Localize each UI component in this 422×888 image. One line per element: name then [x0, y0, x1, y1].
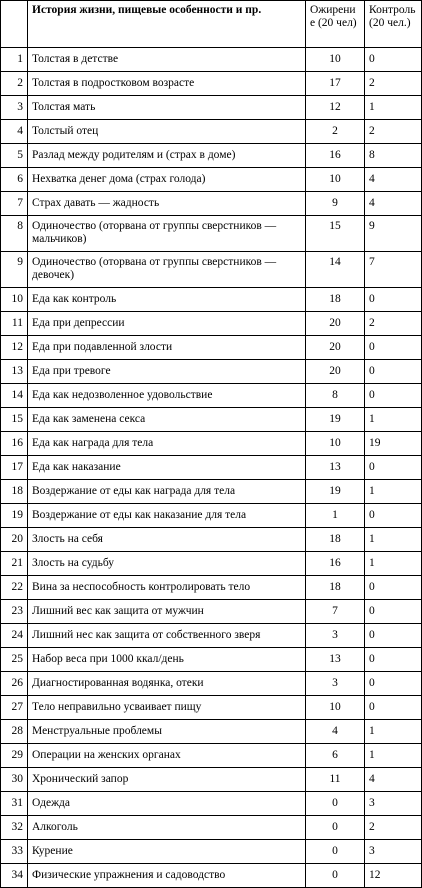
row-obesity-count: 0 [306, 840, 365, 864]
row-obesity-count: 7 [306, 600, 365, 624]
row-obesity-count: 16 [306, 552, 365, 576]
row-number: 1 [1, 48, 28, 72]
row-control-count: 1 [365, 552, 422, 576]
table-row [1, 252, 422, 288]
table-row [1, 672, 422, 696]
row-history-text: Еда как контроль [28, 288, 306, 312]
row-control-count: 9 [365, 216, 422, 252]
table-row [1, 384, 422, 408]
row-obesity-count: 16 [306, 144, 365, 168]
row-number: 18 [1, 480, 28, 504]
table-row [1, 360, 422, 384]
row-number: 9 [1, 252, 28, 288]
table-row [1, 144, 422, 168]
row-obesity-count: 6 [306, 744, 365, 768]
row-number: 31 [1, 792, 28, 816]
row-number: 24 [1, 624, 28, 648]
row-number: 20 [1, 528, 28, 552]
row-control-count: 3 [365, 792, 422, 816]
row-obesity-count: 3 [306, 672, 365, 696]
row-control-count: 12 [365, 864, 422, 888]
row-history-text: Толстая в подростковом возрасте [28, 72, 306, 96]
row-number: 29 [1, 744, 28, 768]
row-obesity-count: 17 [306, 72, 365, 96]
row-number: 22 [1, 576, 28, 600]
row-history-text: Еда при подавленной злости [28, 336, 306, 360]
row-control-count: 2 [365, 72, 422, 96]
row-history-text: Хронический запор [28, 768, 306, 792]
row-history-text: Толстый отец [28, 120, 306, 144]
table-row [1, 840, 422, 864]
header-obesity: Ожирени е (20 чел) [306, 1, 365, 48]
row-control-count: 0 [365, 456, 422, 480]
row-number: 30 [1, 768, 28, 792]
row-obesity-count: 15 [306, 216, 365, 252]
row-history-text: Страх давать — жадность [28, 192, 306, 216]
row-history-text: Еда как наказание [28, 456, 306, 480]
row-obesity-count: 20 [306, 312, 365, 336]
table-row [1, 480, 422, 504]
row-obesity-count: 0 [306, 792, 365, 816]
row-obesity-count: 3 [306, 624, 365, 648]
row-control-count: 4 [365, 168, 422, 192]
row-number: 11 [1, 312, 28, 336]
row-history-text: Разлад между родителям и (страх в доме) [28, 144, 306, 168]
row-history-text: Диагностированная водянка, отеки [28, 672, 306, 696]
row-number: 8 [1, 216, 28, 252]
row-control-count: 1 [365, 96, 422, 120]
table-row [1, 168, 422, 192]
row-history-text: Менструальные проблемы [28, 720, 306, 744]
table-row [1, 408, 422, 432]
table-row [1, 336, 422, 360]
header-control: Контроль (20 чел.) [365, 1, 422, 48]
row-history-text: Злость на себя [28, 528, 306, 552]
table-row [1, 216, 422, 252]
table-row [1, 552, 422, 576]
row-obesity-count: 10 [306, 696, 365, 720]
table-body [1, 48, 422, 888]
row-obesity-count: 0 [306, 864, 365, 888]
row-control-count: 1 [365, 480, 422, 504]
row-control-count: 0 [365, 624, 422, 648]
table-row [1, 504, 422, 528]
row-history-text: Набор веса при 1000 ккал/день [28, 648, 306, 672]
header-row [1, 1, 422, 48]
row-history-text: Вина за неспособность контролировать тело [28, 576, 306, 600]
row-obesity-count: 10 [306, 48, 365, 72]
row-history-text: Толстая в детстве [28, 48, 306, 72]
row-number: 13 [1, 360, 28, 384]
table-row [1, 48, 422, 72]
row-number: 15 [1, 408, 28, 432]
row-number: 25 [1, 648, 28, 672]
row-obesity-count: 12 [306, 96, 365, 120]
row-number: 3 [1, 96, 28, 120]
row-history-text: Тело неправильно усваивает пищу [28, 696, 306, 720]
row-number: 26 [1, 672, 28, 696]
row-history-text: Лишний вес как защита от мужчин [28, 600, 306, 624]
row-control-count: 0 [365, 288, 422, 312]
row-obesity-count: 9 [306, 192, 365, 216]
row-obesity-count: 13 [306, 648, 365, 672]
row-history-text: Еда как недозволенное удовольствие [28, 384, 306, 408]
header-number [1, 1, 28, 48]
table-row [1, 648, 422, 672]
row-control-count: 2 [365, 816, 422, 840]
table-row [1, 720, 422, 744]
row-history-text: Воздержание от еды как наказание для тела [28, 504, 306, 528]
row-history-text: Алкоголь [28, 816, 306, 840]
row-number: 23 [1, 600, 28, 624]
row-obesity-count: 11 [306, 768, 365, 792]
row-number: 32 [1, 816, 28, 840]
row-control-count: 0 [365, 672, 422, 696]
row-number: 10 [1, 288, 28, 312]
row-number: 14 [1, 384, 28, 408]
row-number: 5 [1, 144, 28, 168]
table-row [1, 624, 422, 648]
table-row [1, 72, 422, 96]
row-obesity-count: 18 [306, 528, 365, 552]
row-obesity-count: 0 [306, 816, 365, 840]
table-row [1, 768, 422, 792]
row-history-text: Еда при тревоге [28, 360, 306, 384]
row-number: 7 [1, 192, 28, 216]
row-history-text: Злость на судьбу [28, 552, 306, 576]
row-obesity-count: 20 [306, 336, 365, 360]
row-history-text: Еда как награда для тела [28, 432, 306, 456]
row-history-text: Одиночество (оторвана от группы сверстников — девочек) [28, 252, 306, 288]
table-row [1, 744, 422, 768]
table-row [1, 600, 422, 624]
table-row [1, 576, 422, 600]
row-number: 28 [1, 720, 28, 744]
table-row [1, 120, 422, 144]
row-control-count: 0 [365, 648, 422, 672]
row-control-count: 3 [365, 840, 422, 864]
row-control-count: 1 [365, 408, 422, 432]
table-row [1, 288, 422, 312]
table-row [1, 96, 422, 120]
row-history-text: Операции на женских органах [28, 744, 306, 768]
row-control-count: 4 [365, 192, 422, 216]
row-control-count: 4 [365, 768, 422, 792]
header-history: История жизни, пищевые особенности и пр. [28, 1, 306, 48]
row-control-count: 0 [365, 336, 422, 360]
row-control-count: 2 [365, 312, 422, 336]
row-obesity-count: 18 [306, 576, 365, 600]
row-number: 17 [1, 456, 28, 480]
row-number: 12 [1, 336, 28, 360]
row-history-text: Воздержание от еды как награда для тела [28, 480, 306, 504]
row-number: 4 [1, 120, 28, 144]
row-history-text: Еда как заменена секса [28, 408, 306, 432]
row-control-count: 1 [365, 720, 422, 744]
table-row [1, 528, 422, 552]
row-obesity-count: 10 [306, 432, 365, 456]
row-obesity-count: 19 [306, 408, 365, 432]
row-history-text: Одежда [28, 792, 306, 816]
row-number: 16 [1, 432, 28, 456]
row-control-count: 7 [365, 252, 422, 288]
table-row [1, 432, 422, 456]
row-control-count: 19 [365, 432, 422, 456]
row-obesity-count: 19 [306, 480, 365, 504]
row-control-count: 0 [365, 384, 422, 408]
row-control-count: 0 [365, 360, 422, 384]
row-control-count: 0 [365, 600, 422, 624]
row-number: 34 [1, 864, 28, 888]
row-number: 2 [1, 72, 28, 96]
table-row [1, 816, 422, 840]
table-row [1, 456, 422, 480]
row-obesity-count: 20 [306, 360, 365, 384]
table-row [1, 792, 422, 816]
row-number: 6 [1, 168, 28, 192]
row-control-count: 8 [365, 144, 422, 168]
row-history-text: Еда при депрессии [28, 312, 306, 336]
row-history-text: Лишний нес как защита от собственного зверя [28, 624, 306, 648]
table-row [1, 696, 422, 720]
row-control-count: 0 [365, 696, 422, 720]
row-control-count: 1 [365, 528, 422, 552]
row-number: 27 [1, 696, 28, 720]
row-number: 33 [1, 840, 28, 864]
row-control-count: 0 [365, 576, 422, 600]
row-obesity-count: 4 [306, 720, 365, 744]
row-control-count: 0 [365, 504, 422, 528]
row-control-count: 1 [365, 744, 422, 768]
row-obesity-count: 18 [306, 288, 365, 312]
table-row [1, 312, 422, 336]
row-control-count: 0 [365, 48, 422, 72]
row-obesity-count: 1 [306, 504, 365, 528]
row-history-text: Физические упражнения и садоводство [28, 864, 306, 888]
row-obesity-count: 13 [306, 456, 365, 480]
row-control-count: 2 [365, 120, 422, 144]
row-number: 19 [1, 504, 28, 528]
row-history-text: Нехватка денег дома (страх голода) [28, 168, 306, 192]
row-obesity-count: 8 [306, 384, 365, 408]
row-obesity-count: 2 [306, 120, 365, 144]
row-number: 21 [1, 552, 28, 576]
row-history-text: Курение [28, 840, 306, 864]
row-obesity-count: 14 [306, 252, 365, 288]
row-history-text: Толстая мать [28, 96, 306, 120]
table-row [1, 192, 422, 216]
row-obesity-count: 10 [306, 168, 365, 192]
row-history-text: Одиночество (оторвана от группы сверстников — мальчиков) [28, 216, 306, 252]
